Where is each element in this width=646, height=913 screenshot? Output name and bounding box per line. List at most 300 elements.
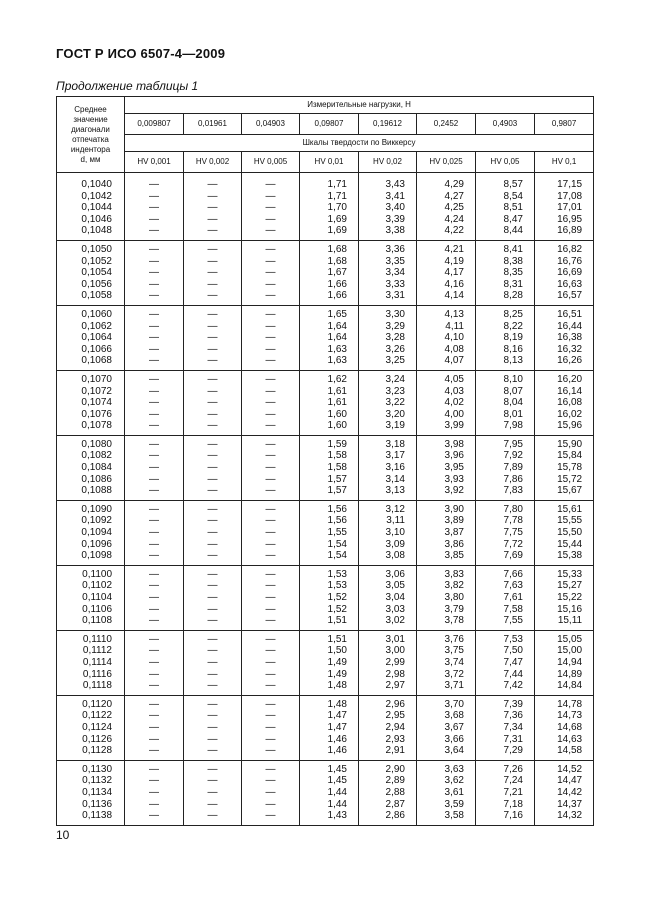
diagonal-cell: 0,1044 — [57, 202, 125, 214]
hardness-cell: 7,50 — [476, 645, 535, 657]
hardness-cell: — — [125, 775, 184, 787]
hardness-cell: — — [184, 214, 242, 226]
stub-header-line: Среднее — [74, 104, 107, 114]
hardness-cell: 3,12 — [359, 500, 417, 515]
hardness-cell: 3,16 — [359, 462, 417, 474]
hardness-cell: — — [184, 176, 242, 191]
hardness-cell: — — [184, 462, 242, 474]
hardness-cell: 17,01 — [535, 202, 594, 214]
hardness-cell: 1,51 — [300, 630, 359, 645]
diagonal-cell: 0,1102 — [57, 580, 125, 592]
diagonal-cell: 0,1070 — [57, 370, 125, 385]
hardness-cell: 7,63 — [476, 580, 535, 592]
page-number: 10 — [56, 828, 70, 842]
hardness-cell: 1,46 — [300, 745, 359, 760]
hardness-cell: 3,99 — [417, 420, 476, 435]
hardness-cell: — — [242, 592, 300, 604]
table-row — [57, 321, 594, 333]
diagonal-cell: 0,1104 — [57, 592, 125, 604]
hardness-cell: 14,84 — [535, 680, 594, 695]
hardness-cell: 3,33 — [359, 279, 417, 291]
load-group-header: Измерительные нагрузки, Н — [125, 97, 594, 114]
hardness-cell: 3,25 — [359, 355, 417, 370]
hardness-cell: — — [184, 645, 242, 657]
scale-header-cell: HV 0,1 — [535, 152, 594, 173]
load-header-cell: 0,01961 — [184, 114, 242, 135]
hardness-cell: 3,62 — [417, 775, 476, 787]
hardness-cell: 3,23 — [359, 386, 417, 398]
hardness-cell: 15,67 — [535, 485, 594, 500]
hardness-cell: — — [184, 539, 242, 551]
hardness-cell: 8,04 — [476, 397, 535, 409]
hardness-cell: 2,96 — [359, 695, 417, 710]
table-row — [57, 722, 594, 734]
hardness-cell: 3,85 — [417, 550, 476, 565]
hardness-cell: 3,67 — [417, 722, 476, 734]
table-row — [57, 435, 594, 450]
hardness-cell: — — [242, 695, 300, 710]
hardness-cell: 8,38 — [476, 256, 535, 268]
diagonal-cell: 0,1046 — [57, 214, 125, 226]
diagonal-cell: 0,1122 — [57, 710, 125, 722]
table-row — [57, 580, 594, 592]
vickers-hardness-table — [56, 96, 594, 826]
hardness-cell: 14,94 — [535, 657, 594, 669]
table-row — [57, 240, 594, 255]
diagonal-cell: 0,1126 — [57, 734, 125, 746]
hardness-cell: 3,58 — [417, 810, 476, 825]
hardness-cell: — — [242, 214, 300, 226]
diagonal-cell: 0,1076 — [57, 409, 125, 421]
hardness-cell: — — [242, 810, 300, 825]
hardness-cell: 3,40 — [359, 202, 417, 214]
hardness-cell: 7,42 — [476, 680, 535, 695]
hardness-cell: 3,41 — [359, 191, 417, 203]
hardness-cell: 16,44 — [535, 321, 594, 333]
hardness-cell: 2,86 — [359, 810, 417, 825]
hardness-cell: 1,49 — [300, 669, 359, 681]
hardness-cell: — — [125, 267, 184, 279]
diagonal-cell: 0,1062 — [57, 321, 125, 333]
hardness-cell: 7,66 — [476, 565, 535, 580]
hardness-cell: — — [184, 592, 242, 604]
diagonal-cell: 0,1060 — [57, 305, 125, 320]
hardness-cell: 15,05 — [535, 630, 594, 645]
row-group — [57, 370, 594, 435]
hardness-cell: 1,50 — [300, 645, 359, 657]
table-row — [57, 799, 594, 811]
hardness-cell: 7,21 — [476, 787, 535, 799]
hardness-cell: — — [242, 267, 300, 279]
stub-header-line: значение — [73, 114, 108, 124]
table-row — [57, 810, 594, 825]
table-row — [57, 539, 594, 551]
hardness-cell: 3,22 — [359, 397, 417, 409]
hardness-cell: 15,16 — [535, 604, 594, 616]
hardness-cell: — — [184, 202, 242, 214]
hardness-cell: 1,57 — [300, 474, 359, 486]
hardness-cell: — — [242, 669, 300, 681]
hardness-cell: — — [125, 500, 184, 515]
diagonal-cell: 0,1108 — [57, 615, 125, 630]
hardness-cell: 15,84 — [535, 450, 594, 462]
hardness-cell: 3,05 — [359, 580, 417, 592]
hardness-cell: 1,47 — [300, 722, 359, 734]
hardness-cell: — — [242, 202, 300, 214]
hardness-cell: 3,90 — [417, 500, 476, 515]
hardness-cell: — — [242, 539, 300, 551]
hardness-cell: — — [125, 321, 184, 333]
load-header-cell: 0,4903 — [476, 114, 535, 135]
hardness-cell: — — [242, 176, 300, 191]
hardness-cell: — — [242, 604, 300, 616]
hardness-cell: 2,87 — [359, 799, 417, 811]
hardness-cell: 8,35 — [476, 267, 535, 279]
hardness-cell: 1,70 — [300, 202, 359, 214]
hardness-cell: — — [125, 176, 184, 191]
hardness-cell: — — [125, 450, 184, 462]
diagonal-cell: 0,1056 — [57, 279, 125, 291]
hardness-cell: 8,07 — [476, 386, 535, 398]
hardness-cell: — — [125, 214, 184, 226]
hardness-cell: 4,19 — [417, 256, 476, 268]
hardness-cell: — — [125, 409, 184, 421]
hardness-cell: — — [184, 191, 242, 203]
table-row — [57, 191, 594, 203]
hardness-cell: 17,15 — [535, 176, 594, 191]
hardness-cell: 7,86 — [476, 474, 535, 486]
hardness-cell: 7,98 — [476, 420, 535, 435]
hardness-cell: 16,08 — [535, 397, 594, 409]
hardness-cell: 3,06 — [359, 565, 417, 580]
hardness-cell: 3,89 — [417, 515, 476, 527]
table-row — [57, 450, 594, 462]
hardness-cell: 3,70 — [417, 695, 476, 710]
hardness-cell: 1,53 — [300, 565, 359, 580]
hardness-cell: — — [184, 760, 242, 775]
hardness-cell: 1,71 — [300, 191, 359, 203]
hardness-cell: 3,92 — [417, 485, 476, 500]
hardness-cell: — — [125, 191, 184, 203]
diagonal-cell: 0,1116 — [57, 669, 125, 681]
table-row — [57, 370, 594, 385]
hardness-cell: — — [184, 397, 242, 409]
hardness-cell: — — [125, 539, 184, 551]
hardness-cell: 3,72 — [417, 669, 476, 681]
hardness-cell: 3,20 — [359, 409, 417, 421]
hardness-cell: — — [242, 240, 300, 255]
hardness-cell: 8,13 — [476, 355, 535, 370]
hardness-cell: 3,09 — [359, 539, 417, 551]
hardness-cell: — — [184, 290, 242, 305]
table-row — [57, 202, 594, 214]
hardness-cell: — — [184, 344, 242, 356]
hardness-cell: — — [242, 775, 300, 787]
hardness-cell: 1,54 — [300, 550, 359, 565]
hardness-cell: 7,36 — [476, 710, 535, 722]
diagonal-cell: 0,1080 — [57, 435, 125, 450]
hardness-cell: — — [184, 435, 242, 450]
table-row — [57, 279, 594, 291]
hardness-cell: — — [184, 580, 242, 592]
hardness-cell: 16,38 — [535, 332, 594, 344]
hardness-cell: 8,01 — [476, 409, 535, 421]
hardness-cell: 15,96 — [535, 420, 594, 435]
diagonal-cell: 0,1112 — [57, 645, 125, 657]
hardness-cell: — — [242, 397, 300, 409]
table-row — [57, 462, 594, 474]
hardness-cell: — — [184, 386, 242, 398]
hardness-cell: 14,63 — [535, 734, 594, 746]
hardness-cell: 7,58 — [476, 604, 535, 616]
hardness-cell: — — [184, 420, 242, 435]
scale-header-cell: HV 0,005 — [242, 152, 300, 173]
diagonal-cell: 0,1082 — [57, 450, 125, 462]
hardness-cell: 15,38 — [535, 550, 594, 565]
table-row — [57, 225, 594, 240]
hardness-cell: — — [184, 305, 242, 320]
hardness-cell: — — [125, 420, 184, 435]
hardness-cell: 15,00 — [535, 645, 594, 657]
hardness-cell: — — [125, 485, 184, 500]
hardness-cell: — — [242, 580, 300, 592]
diagonal-cell: 0,1066 — [57, 344, 125, 356]
hardness-cell: 4,03 — [417, 386, 476, 398]
hardness-cell: 7,78 — [476, 515, 535, 527]
hardness-cell: 1,66 — [300, 290, 359, 305]
table-row — [57, 630, 594, 645]
hardness-cell: 3,04 — [359, 592, 417, 604]
hardness-cell: 2,93 — [359, 734, 417, 746]
hardness-cell: 1,60 — [300, 409, 359, 421]
diagonal-cell: 0,1098 — [57, 550, 125, 565]
hardness-cell: — — [184, 370, 242, 385]
hardness-cell: 1,56 — [300, 515, 359, 527]
stub-header-line: d, мм — [80, 154, 101, 164]
hardness-cell: 3,30 — [359, 305, 417, 320]
hardness-cell: 15,90 — [535, 435, 594, 450]
hardness-cell: 4,02 — [417, 397, 476, 409]
hardness-cell: — — [184, 810, 242, 825]
hardness-cell: 3,13 — [359, 485, 417, 500]
hardness-cell: — — [125, 290, 184, 305]
hardness-cell: 15,33 — [535, 565, 594, 580]
diagonal-cell: 0,1054 — [57, 267, 125, 279]
hardness-cell: 2,91 — [359, 745, 417, 760]
hardness-cell: 14,32 — [535, 810, 594, 825]
hardness-cell: 3,18 — [359, 435, 417, 450]
diagonal-cell: 0,1052 — [57, 256, 125, 268]
row-group — [57, 305, 594, 370]
table-row — [57, 485, 594, 500]
hardness-cell: 3,17 — [359, 450, 417, 462]
row-group — [57, 176, 594, 240]
hardness-cell: 17,08 — [535, 191, 594, 203]
hardness-cell: — — [184, 695, 242, 710]
diagonal-cell: 0,1130 — [57, 760, 125, 775]
hardness-cell: 1,52 — [300, 592, 359, 604]
hardness-cell: 3,79 — [417, 604, 476, 616]
table-row — [57, 409, 594, 421]
hardness-cell: — — [184, 734, 242, 746]
table-row — [57, 420, 594, 435]
hardness-cell: 16,95 — [535, 214, 594, 226]
hardness-cell: — — [125, 580, 184, 592]
hardness-cell: — — [125, 745, 184, 760]
hardness-cell: 1,69 — [300, 214, 359, 226]
hardness-cell: 8,47 — [476, 214, 535, 226]
diagonal-cell: 0,1114 — [57, 657, 125, 669]
hardness-cell: 16,20 — [535, 370, 594, 385]
hardness-cell: 3,02 — [359, 615, 417, 630]
table-row — [57, 787, 594, 799]
hardness-cell: 8,31 — [476, 279, 535, 291]
scale-header-cell: HV 0,002 — [184, 152, 242, 173]
hardness-cell: 7,80 — [476, 500, 535, 515]
hardness-cell: 4,00 — [417, 409, 476, 421]
diagonal-cell: 0,1124 — [57, 722, 125, 734]
hardness-cell: 7,69 — [476, 550, 535, 565]
diagonal-cell: 0,1096 — [57, 539, 125, 551]
hardness-cell: — — [125, 279, 184, 291]
hardness-cell: — — [184, 500, 242, 515]
hardness-cell: 8,28 — [476, 290, 535, 305]
table-row — [57, 344, 594, 356]
hardness-cell: — — [242, 225, 300, 240]
table-row — [57, 669, 594, 681]
hardness-cell: 1,62 — [300, 370, 359, 385]
hardness-cell: 7,39 — [476, 695, 535, 710]
hardness-cell: — — [184, 485, 242, 500]
hardness-cell: 7,47 — [476, 657, 535, 669]
hardness-cell: 3,78 — [417, 615, 476, 630]
hardness-cell: 1,56 — [300, 500, 359, 515]
hardness-cell: 7,75 — [476, 527, 535, 539]
scale-header-cell: HV 0,05 — [476, 152, 535, 173]
hardness-cell: 2,99 — [359, 657, 417, 669]
hardness-cell: 7,92 — [476, 450, 535, 462]
hardness-cell: 1,58 — [300, 450, 359, 462]
hardness-cell: 1,52 — [300, 604, 359, 616]
hardness-cell: 16,63 — [535, 279, 594, 291]
hardness-cell: 4,10 — [417, 332, 476, 344]
hardness-cell: 14,89 — [535, 669, 594, 681]
hardness-cell: — — [125, 657, 184, 669]
hardness-cell: — — [242, 321, 300, 333]
hardness-cell: 1,67 — [300, 267, 359, 279]
hardness-cell: — — [242, 344, 300, 356]
hardness-cell: 4,21 — [417, 240, 476, 255]
hardness-cell: 1,57 — [300, 485, 359, 500]
hardness-cell: — — [184, 565, 242, 580]
diagonal-cell: 0,1132 — [57, 775, 125, 787]
table-row — [57, 176, 594, 191]
hardness-cell: 1,54 — [300, 539, 359, 551]
hardness-cell: — — [242, 787, 300, 799]
hardness-cell: — — [184, 775, 242, 787]
hardness-cell: 16,57 — [535, 290, 594, 305]
hardness-cell: — — [125, 474, 184, 486]
scale-group-header: Шкалы твердости по Виккерсу — [125, 135, 594, 152]
hardness-cell: — — [242, 527, 300, 539]
diagonal-cell: 0,1086 — [57, 474, 125, 486]
hardness-cell: 15,27 — [535, 580, 594, 592]
hardness-cell: 7,53 — [476, 630, 535, 645]
hardness-cell: — — [242, 734, 300, 746]
hardness-cell: — — [184, 409, 242, 421]
hardness-cell: 4,27 — [417, 191, 476, 203]
hardness-cell: — — [125, 810, 184, 825]
hardness-cell: 15,61 — [535, 500, 594, 515]
diagonal-cell: 0,1092 — [57, 515, 125, 527]
hardness-cell: — — [184, 669, 242, 681]
hardness-cell: 1,59 — [300, 435, 359, 450]
table-row — [57, 592, 594, 604]
row-group — [57, 500, 594, 565]
hardness-cell: 7,29 — [476, 745, 535, 760]
hardness-cell: 1,63 — [300, 355, 359, 370]
hardness-cell: — — [242, 630, 300, 645]
hardness-cell: 7,83 — [476, 485, 535, 500]
hardness-cell: 3,34 — [359, 267, 417, 279]
hardness-cell: — — [184, 615, 242, 630]
diagonal-cell: 0,1050 — [57, 240, 125, 255]
diagonal-cell: 0,1094 — [57, 527, 125, 539]
hardness-cell: 2,98 — [359, 669, 417, 681]
load-header-cell: 0,09807 — [300, 114, 359, 135]
hardness-cell: 8,25 — [476, 305, 535, 320]
hardness-cell: 3,01 — [359, 630, 417, 645]
stub-header-line: индентора — [70, 144, 111, 154]
hardness-cell: — — [184, 240, 242, 255]
hardness-cell: — — [242, 450, 300, 462]
table-row — [57, 550, 594, 565]
hardness-cell: 4,05 — [417, 370, 476, 385]
hardness-cell: — — [125, 397, 184, 409]
hardness-cell: 16,32 — [535, 344, 594, 356]
hardness-cell: 1,45 — [300, 775, 359, 787]
hardness-cell: — — [242, 435, 300, 450]
hardness-cell: 7,55 — [476, 615, 535, 630]
hardness-cell: 1,47 — [300, 710, 359, 722]
hardness-cell: — — [242, 657, 300, 669]
hardness-cell: 1,51 — [300, 615, 359, 630]
hardness-cell: 4,24 — [417, 214, 476, 226]
hardness-cell: 3,68 — [417, 710, 476, 722]
hardness-cell: — — [242, 645, 300, 657]
diagonal-cell: 0,1120 — [57, 695, 125, 710]
load-header-cell: 0,009807 — [125, 114, 184, 135]
hardness-cell: 1,68 — [300, 240, 359, 255]
hardness-cell: 16,82 — [535, 240, 594, 255]
hardness-cell: — — [184, 799, 242, 811]
hardness-cell: 3,64 — [417, 745, 476, 760]
hardness-cell: 2,89 — [359, 775, 417, 787]
hardness-cell: 1,44 — [300, 799, 359, 811]
hardness-cell: 3,38 — [359, 225, 417, 240]
hardness-cell: 2,95 — [359, 710, 417, 722]
hardness-cell: — — [242, 474, 300, 486]
table-row — [57, 775, 594, 787]
hardness-cell: — — [184, 630, 242, 645]
hardness-cell: 14,58 — [535, 745, 594, 760]
diagonal-cell: 0,1048 — [57, 225, 125, 240]
hardness-cell: — — [125, 592, 184, 604]
hardness-cell: 15,78 — [535, 462, 594, 474]
stub-header-line: диагонали — [71, 124, 110, 134]
diagonal-cell: 0,1074 — [57, 397, 125, 409]
hardness-cell: — — [125, 515, 184, 527]
